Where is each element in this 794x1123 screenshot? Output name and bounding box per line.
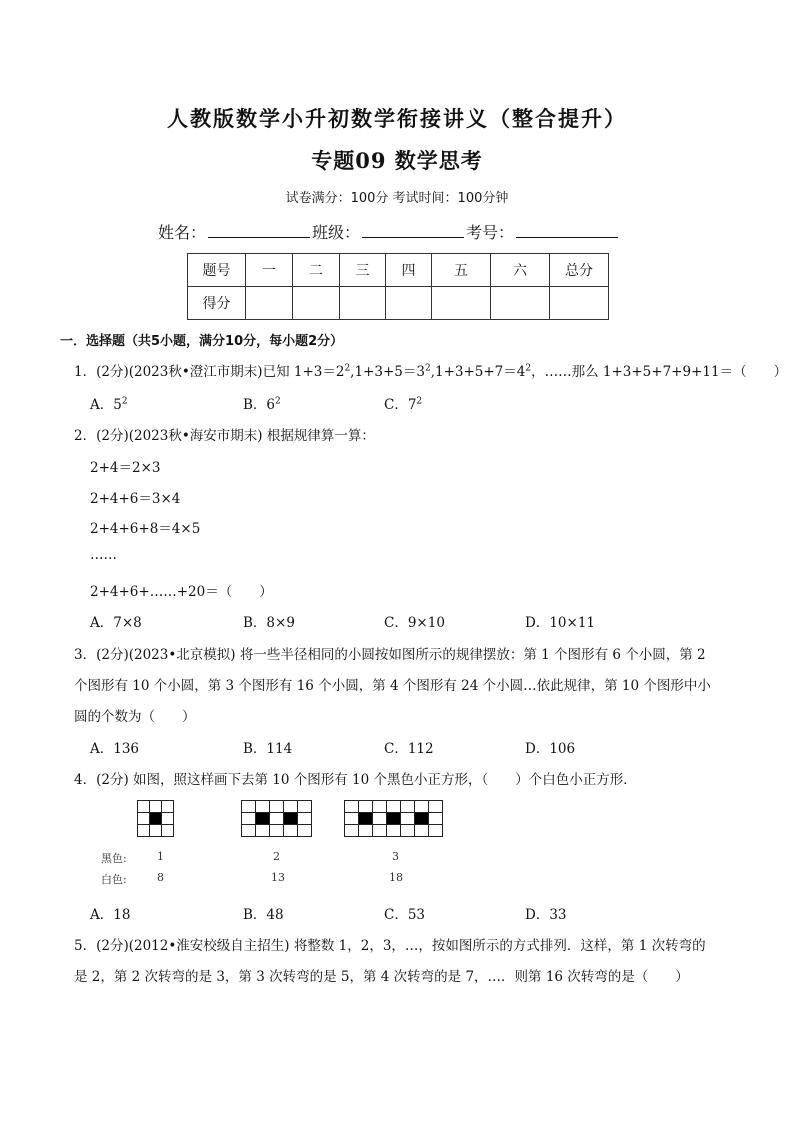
question-5-line: 是 2，第 2 次转弯的是 3，第 3 次转弯的是 5，第 4 次转弯的是 7，…．则第 16 次转弯的是（ ） [74, 969, 689, 985]
q4-white-count: 8 [157, 871, 164, 884]
q2-pattern-line: 2+4+6＝3×4 [90, 491, 181, 507]
document-title: 人教版数学小升初数学衔接讲义（整合提升） [167, 106, 627, 131]
score-input-cell[interactable] [432, 287, 491, 320]
q2-option-d[interactable]: D．10×11 [525, 615, 595, 631]
score-row-label: 得分 [188, 287, 246, 320]
q1-text-part: 1．(2分)(2023秋•澄江市期末)已知 1+3＝2 [74, 364, 345, 380]
q2-option-b[interactable]: B．8×9 [243, 615, 295, 631]
q1-option-a-exponent: 2 [121, 396, 128, 407]
document-subtitle: 专题09 数学思考 [311, 148, 483, 173]
score-input-cell[interactable] [246, 287, 293, 320]
q2-pattern-line: 2+4＝2×3 [90, 460, 161, 476]
q1-option-b-text: B．6 [243, 397, 276, 413]
q2-pattern-line: 2+4+6+……+20＝（ ） [90, 584, 273, 600]
question-3-line: 圆的个数为（ ） [74, 709, 196, 725]
q1-option-a[interactable] [90, 393, 128, 413]
q4-white-count: 18 [389, 871, 403, 884]
q1-text-part: ,1+3+5+7＝4 [430, 364, 526, 380]
q1-option-b-exponent: 2 [275, 396, 281, 407]
q1-text-part: ,1+3+5＝3 [350, 364, 425, 380]
score-input-cell[interactable] [293, 287, 340, 320]
q2-pattern-line: …… [90, 547, 117, 563]
question-3-line: 个图形有 10 个小圆，第 3 个图形有 16 个小圆，第 4 个图形有 24 个小圆…依此规律，第 10 个图形中小 [74, 678, 711, 694]
q1-exponent: 2 [525, 363, 532, 374]
score-header-cell: 一 [246, 254, 293, 287]
question-3-line: 3．(2分)(2023•北京模拟) 将一些半径相同的小圆按如图所示的规律摆放：第 1 个图形有 6 个小圆，第 2 [74, 647, 706, 663]
q4-figure-2 [241, 800, 317, 845]
q4-white-count: 13 [271, 871, 285, 884]
q1-option-b[interactable] [243, 393, 281, 413]
score-header-cell: 题号 [188, 254, 246, 287]
q1-option-c-text: C．7 [384, 397, 417, 413]
q3-option-c[interactable]: C．112 [384, 741, 434, 757]
q1-option-a-text: A．5 [90, 397, 122, 413]
score-header-cell: 二 [293, 254, 340, 287]
exam-no-label: 考号： [466, 223, 515, 242]
q1-text-part: ，……那么 1+3+5+7+9+11＝（ ） [531, 364, 788, 380]
question-1 [74, 360, 787, 380]
student-info [158, 220, 620, 243]
q4-figure-1 [137, 800, 197, 845]
score-input-cell[interactable] [340, 287, 386, 320]
score-header-cell: 总分 [550, 254, 609, 287]
q4-figure-3 [344, 800, 448, 845]
exam-no-blank[interactable] [516, 223, 618, 238]
q3-option-a[interactable]: A．136 [90, 741, 140, 757]
score-input-cell[interactable] [550, 287, 609, 320]
q2-option-c[interactable]: C．9×10 [384, 615, 445, 631]
q4-black-count: 1 [157, 850, 164, 863]
q3-option-b[interactable]: B．114 [243, 741, 293, 757]
score-table [187, 253, 609, 320]
question-5-line: 5．(2分)(2012•淮安校级自主招生) 将整数 1，2，3，…，按如图所示的方式排列．这样，第 1 次转弯的 [74, 938, 706, 954]
score-header-cell: 六 [491, 254, 550, 287]
q1-exponent: 2 [344, 363, 351, 374]
class-label: 班级： [312, 223, 361, 242]
question-2: 2．(2分)(2023秋•海安市期末) 根据规律算一算： [74, 428, 375, 444]
q2-option-a[interactable]: A．7×8 [90, 615, 142, 631]
q4-option-d[interactable]: D．33 [525, 907, 567, 923]
score-table-header-row [188, 254, 609, 287]
q4-black-count: 3 [392, 850, 399, 863]
q2-pattern-line: 2+4+6+8＝4×5 [90, 521, 201, 537]
q4-white-label: 白色: [101, 873, 127, 886]
q4-option-a[interactable]: A．18 [90, 907, 131, 923]
score-header-cell: 四 [386, 254, 432, 287]
name-blank[interactable] [208, 223, 310, 238]
score-input-cell[interactable] [386, 287, 432, 320]
q1-option-c[interactable] [384, 393, 422, 413]
class-blank[interactable] [362, 223, 464, 238]
name-label: 姓名： [158, 223, 207, 242]
score-header-cell: 三 [340, 254, 386, 287]
q4-black-label: 黑色: [101, 852, 127, 865]
section-heading: 一．选择题（共5小题，满分10分，每小题2分） [60, 334, 344, 349]
exam-meta: 试卷满分：100分 考试时间：100分钟 [285, 191, 509, 206]
q4-black-count: 2 [273, 850, 280, 863]
q1-exponent: 2 [424, 363, 431, 374]
q4-option-b[interactable]: B．48 [243, 907, 284, 923]
q3-option-d[interactable]: D．106 [525, 741, 576, 757]
question-4: 4．(2分) 如图，照这样画下去第 10 个图形有 10 个黑色小正方形，（ ）个白色小正方形． [74, 772, 637, 788]
score-input-cell[interactable] [491, 287, 550, 320]
score-table-score-row [188, 287, 609, 320]
q1-option-c-exponent: 2 [416, 396, 423, 407]
q4-option-c[interactable]: C．53 [384, 907, 426, 923]
score-header-cell: 五 [432, 254, 491, 287]
